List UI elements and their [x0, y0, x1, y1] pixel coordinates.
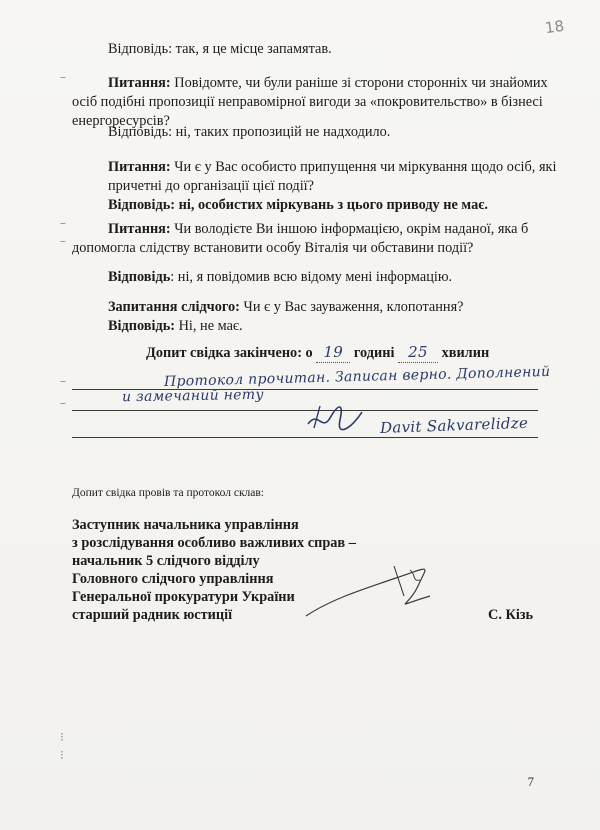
handwritten-name: Davit Sakvarelidze — [379, 413, 529, 437]
question-q5 — [108, 298, 568, 317]
signatory-title-line6: старший радник юстиції — [72, 607, 233, 623]
end-prefix: Допит свідка закінчено: о — [146, 345, 313, 361]
handwritten-line2: и замечаний нету — [121, 386, 264, 406]
answer-text: Ні, не має. — [178, 318, 243, 334]
corner-page-mark: 18 — [543, 16, 566, 38]
rule-line — [72, 437, 538, 438]
answer-label: Відповідь — [108, 269, 171, 285]
answer-text: : ні, я повідомив всю відому мені інформацію. — [170, 269, 453, 285]
signatory-title-line3: начальник 5 слідчого відділу — [72, 553, 260, 569]
answer-text: ні, особистих міркувань з цього приводу не має. — [178, 197, 488, 213]
answer-q1: Відповідь: так, я це місце запамятав. — [108, 41, 332, 57]
investigator-signature-icon — [300, 556, 460, 626]
answer-q3 — [108, 196, 568, 215]
interrogation-end — [146, 343, 546, 363]
margin-tick: ⁝ — [60, 730, 64, 744]
composed-by-caption: Допит свідка провів та протокол склав: — [72, 487, 265, 499]
margin-tick: – — [60, 70, 66, 84]
question-text: Чи є у Вас зауваження, клопотання? — [243, 299, 464, 315]
question-text: Чи володієте Ви іншою інформацією, окрім наданої, яка б — [174, 221, 529, 237]
question-q3-line2: причетні до організації цієї події? — [108, 178, 314, 194]
question-q3-line1 — [108, 158, 568, 177]
question-q2-line1 — [108, 74, 548, 93]
question-q4-line1 — [108, 220, 568, 239]
end-hour: 19 — [316, 343, 350, 363]
end-minute: 25 — [398, 343, 438, 363]
signatory-name: С. Кізь — [488, 607, 534, 623]
margin-tick: ⁝ — [60, 748, 64, 762]
answer-q5 — [108, 317, 568, 336]
answer-q2: Відповідь: ні, таких пропозицій не надходило. — [108, 124, 391, 140]
question-label: Питання: — [108, 75, 171, 91]
margin-tick: – — [60, 396, 66, 410]
margin-tick: – — [60, 216, 66, 230]
signatory-title-line1: Заступник начальника управління — [72, 517, 299, 533]
signatory-title-line2: з розслідування особливо важливих справ – — [72, 535, 356, 551]
handwritten-line1: Протокол прочитан. Записан верно. Дополнений — [163, 363, 551, 390]
question-label: Питання: — [108, 159, 171, 175]
margin-tick: – — [60, 234, 66, 248]
answer-label: Відповідь: — [108, 197, 176, 213]
signatory-title-line4: Головного слідчого управління — [72, 571, 274, 587]
witness-signature-icon — [300, 398, 370, 438]
end-hour-label: годині — [353, 345, 395, 361]
question-q2-line3: енергоресурсів? — [72, 113, 170, 129]
question-q2-line2: осіб подібні пропозиції неправомірної вигоди за «покровительство» в бізнесі — [72, 94, 543, 110]
answer-label: Відповідь: — [108, 318, 176, 334]
signatory-title-line5: Генеральної прокуратури України — [72, 589, 295, 605]
question-label: Питання: — [108, 221, 171, 237]
question-text: Чи є у Вас особисто припущення чи міркування щодо осіб, які — [174, 159, 557, 175]
question-label: Запитання слідчого: — [108, 299, 240, 315]
end-minute-label: хвилин — [441, 345, 490, 361]
question-text: Повідомте, чи були раніше зі сторони сторонніх чи знайомих — [174, 75, 548, 91]
answer-q4 — [108, 268, 568, 287]
margin-tick: – — [60, 374, 66, 388]
page-number: 7 — [527, 774, 534, 789]
question-q4-line2: допомогла слідству встановити особу Віталія чи обставини події? — [72, 240, 474, 256]
